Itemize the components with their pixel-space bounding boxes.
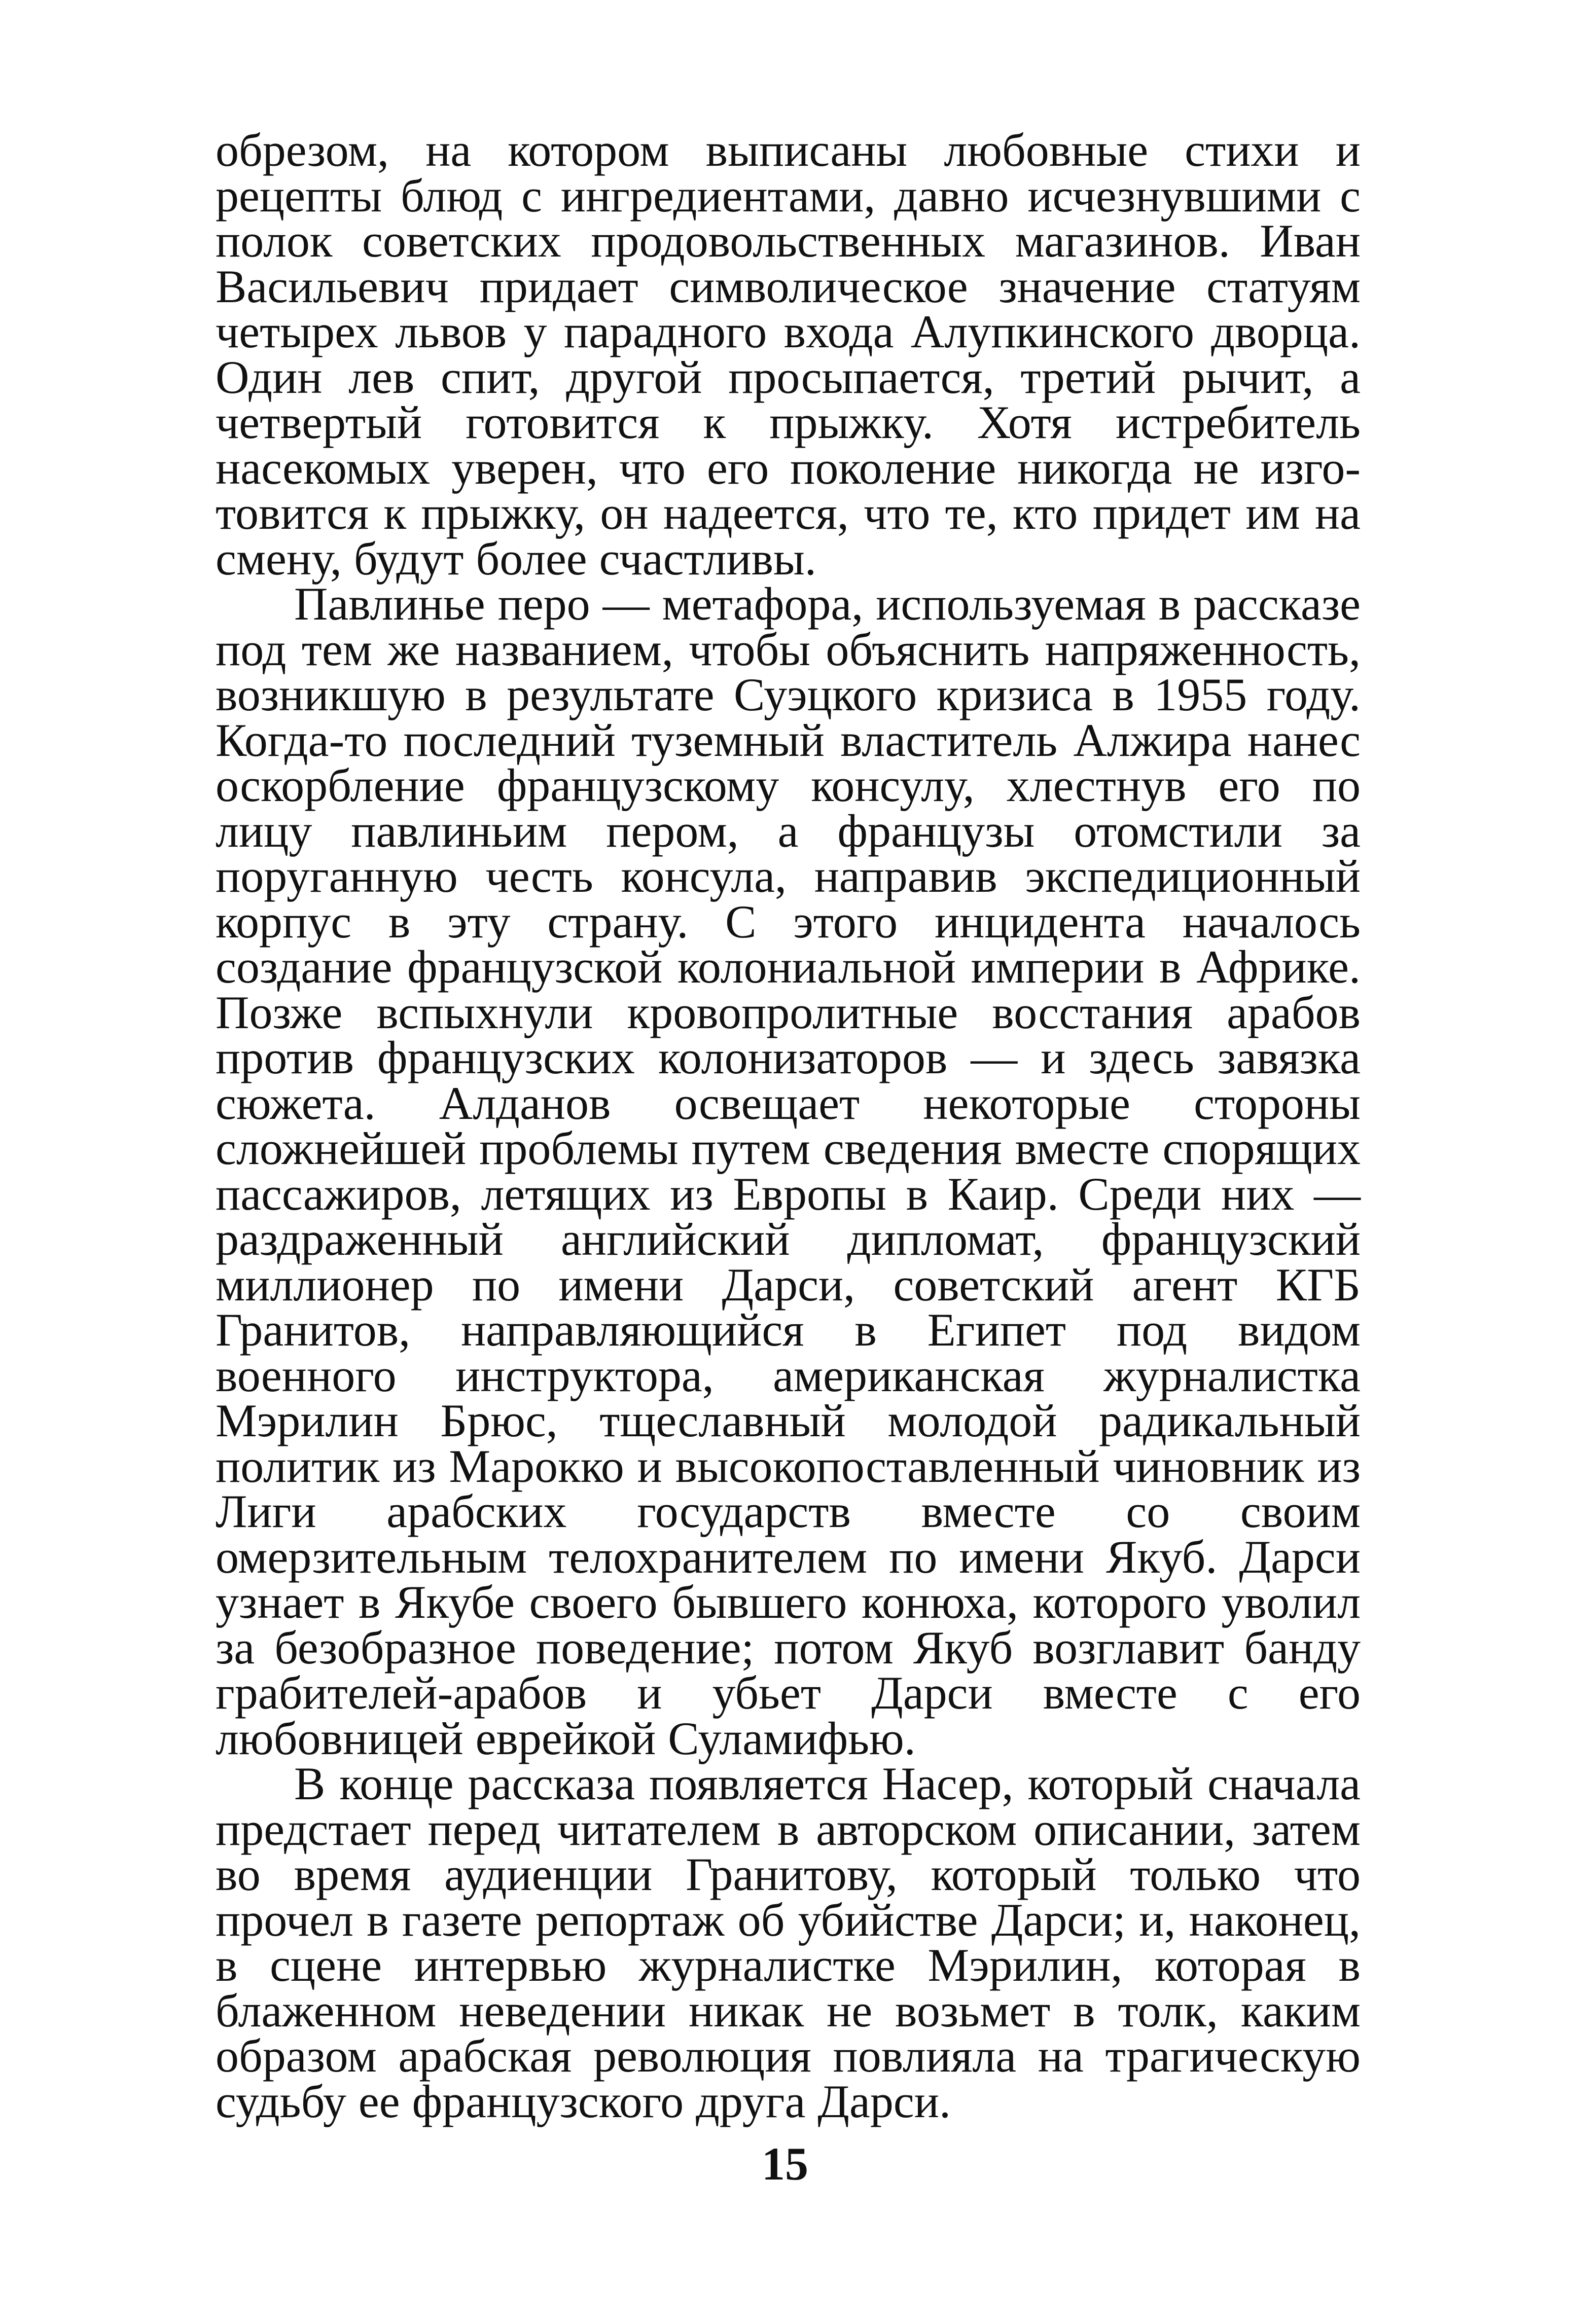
paragraph-nasser: В конце рассказа появляется Насер, который сначала предстает перед читателем в авторском описании, затем во время аудиенции Гранитову, который только что прочел в газете репортаж об убийстве Дарси; и, наконец, в сцене интервью журналистке Мэрилин, которая в блаженном неведении никак не возьмет в толк, каким образом арабская революция повлияла на трагическую судьбу ее французского друга Дарси. <box>216 1758 1361 2127</box>
paragraph-continuation: обрезом, на котором выписаны любовные стихи и рецепты блюд с ингредиентами, давно исчезнувшими с полок советских продовольственных магазинов. Иван Васильевич придает символическое значение статуям четырех львов у парадного входа Алупкинского дворца. Один лев спит, другой просыпается, третий рычит, а четвертый готовится к прыжку. Хотя истребитель насекомых уверен, что его поколение никогда не изготовится к прыжку, он надеется, что те, кто придет им на смену, будут более счастливы. <box>216 124 1361 585</box>
paragraph-peacock-feather: Павлинье перо — метафора, используемая в рассказе под тем же названием, чтобы объяснить напряженность, возникшую в результате Суэцкого кризиса в 1955 году. Когда-то последний туземный властитель Алжира нанес оскорбление французскому консулу, хлестнув его по лицу павлиньим пером, а французы отомстили за поруганную честь консула, направив экспедиционный корпус в эту страну. С этого инцидента началось создание французской колониальной империи в Африке. Позже вспыхнули кровопролитные восстания арабов против французских колонизаторов — и здесь завязка сюжета. Алданов освещает некоторые стороны сложнейшей проблемы путем сведения вместе спорящих пассажиров, летящих из Европы в Каир. Среди них — раздраженный английский дипломат, французский миллионер по имени Дарси, советский агент КГБ Гранитов, направляющийся в Египет под видом военного инструктора, американская журналистка Мэрилин Брюс, тщеславный молодой радикальный политик из Марокко и высокопоставленный чиновник из Лиги арабских государств вместе со своим омерзительным телохранителем по имени Якуб. Дарси узнает в Якубе своего бывшего конюха, которого уволил за безобразное поведение; потом Якуб возглавит банду грабителей-арабов и убьет Дарси вместе с его любовницей еврейкой Суламифью. <box>216 578 1361 1764</box>
body-text <box>216 124 1361 2127</box>
page-number: 15 <box>762 2138 808 2190</box>
